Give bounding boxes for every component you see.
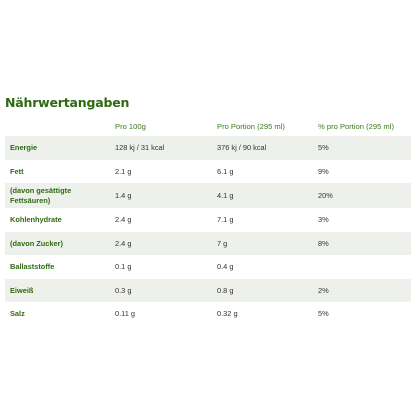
table-row [5, 255, 411, 279]
nutrient-label: (davon Zucker) [5, 232, 110, 256]
value-per-100g: 0.11 g [110, 302, 212, 326]
nutrient-label: Kohlenhydrate [5, 208, 110, 232]
header-per-portion: Pro Portion (295 ml) [212, 117, 313, 136]
nutrition-panel [5, 96, 411, 326]
nutrition-table [5, 117, 411, 326]
value-per-portion: 0.8 g [212, 279, 313, 303]
value-percent: 9% [313, 160, 411, 184]
nutrient-label: Ballaststoffe [5, 255, 110, 279]
nutrient-label: Fett [5, 160, 110, 184]
table-row [5, 160, 411, 184]
value-per-portion: 0.4 g [212, 255, 313, 279]
header-nutrient [5, 117, 110, 136]
table-row [5, 183, 411, 208]
value-per-portion: 7.1 g [212, 208, 313, 232]
nutrient-label: Energie [5, 136, 110, 160]
table-row [5, 279, 411, 303]
table-row [5, 302, 411, 326]
nutrition-title: Nährwertangaben [5, 95, 130, 110]
nutrient-label: (davon gesättigte Fettsäuren) [5, 183, 110, 208]
value-per-portion: 6.1 g [212, 160, 313, 184]
value-percent: 20% [313, 183, 411, 208]
value-per-100g: 2.4 g [110, 232, 212, 256]
value-percent: 5% [313, 302, 411, 326]
value-per-100g: 1.4 g [110, 183, 212, 208]
value-per-portion: 4.1 g [212, 183, 313, 208]
nutrient-label: Salz [5, 302, 110, 326]
value-percent: 8% [313, 232, 411, 256]
value-percent: 3% [313, 208, 411, 232]
value-percent: 5% [313, 136, 411, 160]
table-header-row [5, 117, 411, 136]
header-percent-per-portion: % pro Portion (295 ml) [313, 117, 411, 136]
value-per-portion: 0.32 g [212, 302, 313, 326]
value-per-100g: 128 kj / 31 kcal [110, 136, 212, 160]
value-per-100g: 0.3 g [110, 279, 212, 303]
value-per-portion: 376 kj / 90 kcal [212, 136, 313, 160]
value-per-100g: 2.1 g [110, 160, 212, 184]
value-percent: 2% [313, 279, 411, 303]
table-row [5, 136, 411, 160]
value-per-100g: 2.4 g [110, 208, 212, 232]
header-per-100g: Pro 100g [110, 117, 212, 136]
nutrient-label: Eiweiß [5, 279, 110, 303]
table-row [5, 208, 411, 232]
value-per-100g: 0.1 g [110, 255, 212, 279]
table-row [5, 232, 411, 256]
value-per-portion: 7 g [212, 232, 313, 256]
value-percent [313, 255, 411, 279]
